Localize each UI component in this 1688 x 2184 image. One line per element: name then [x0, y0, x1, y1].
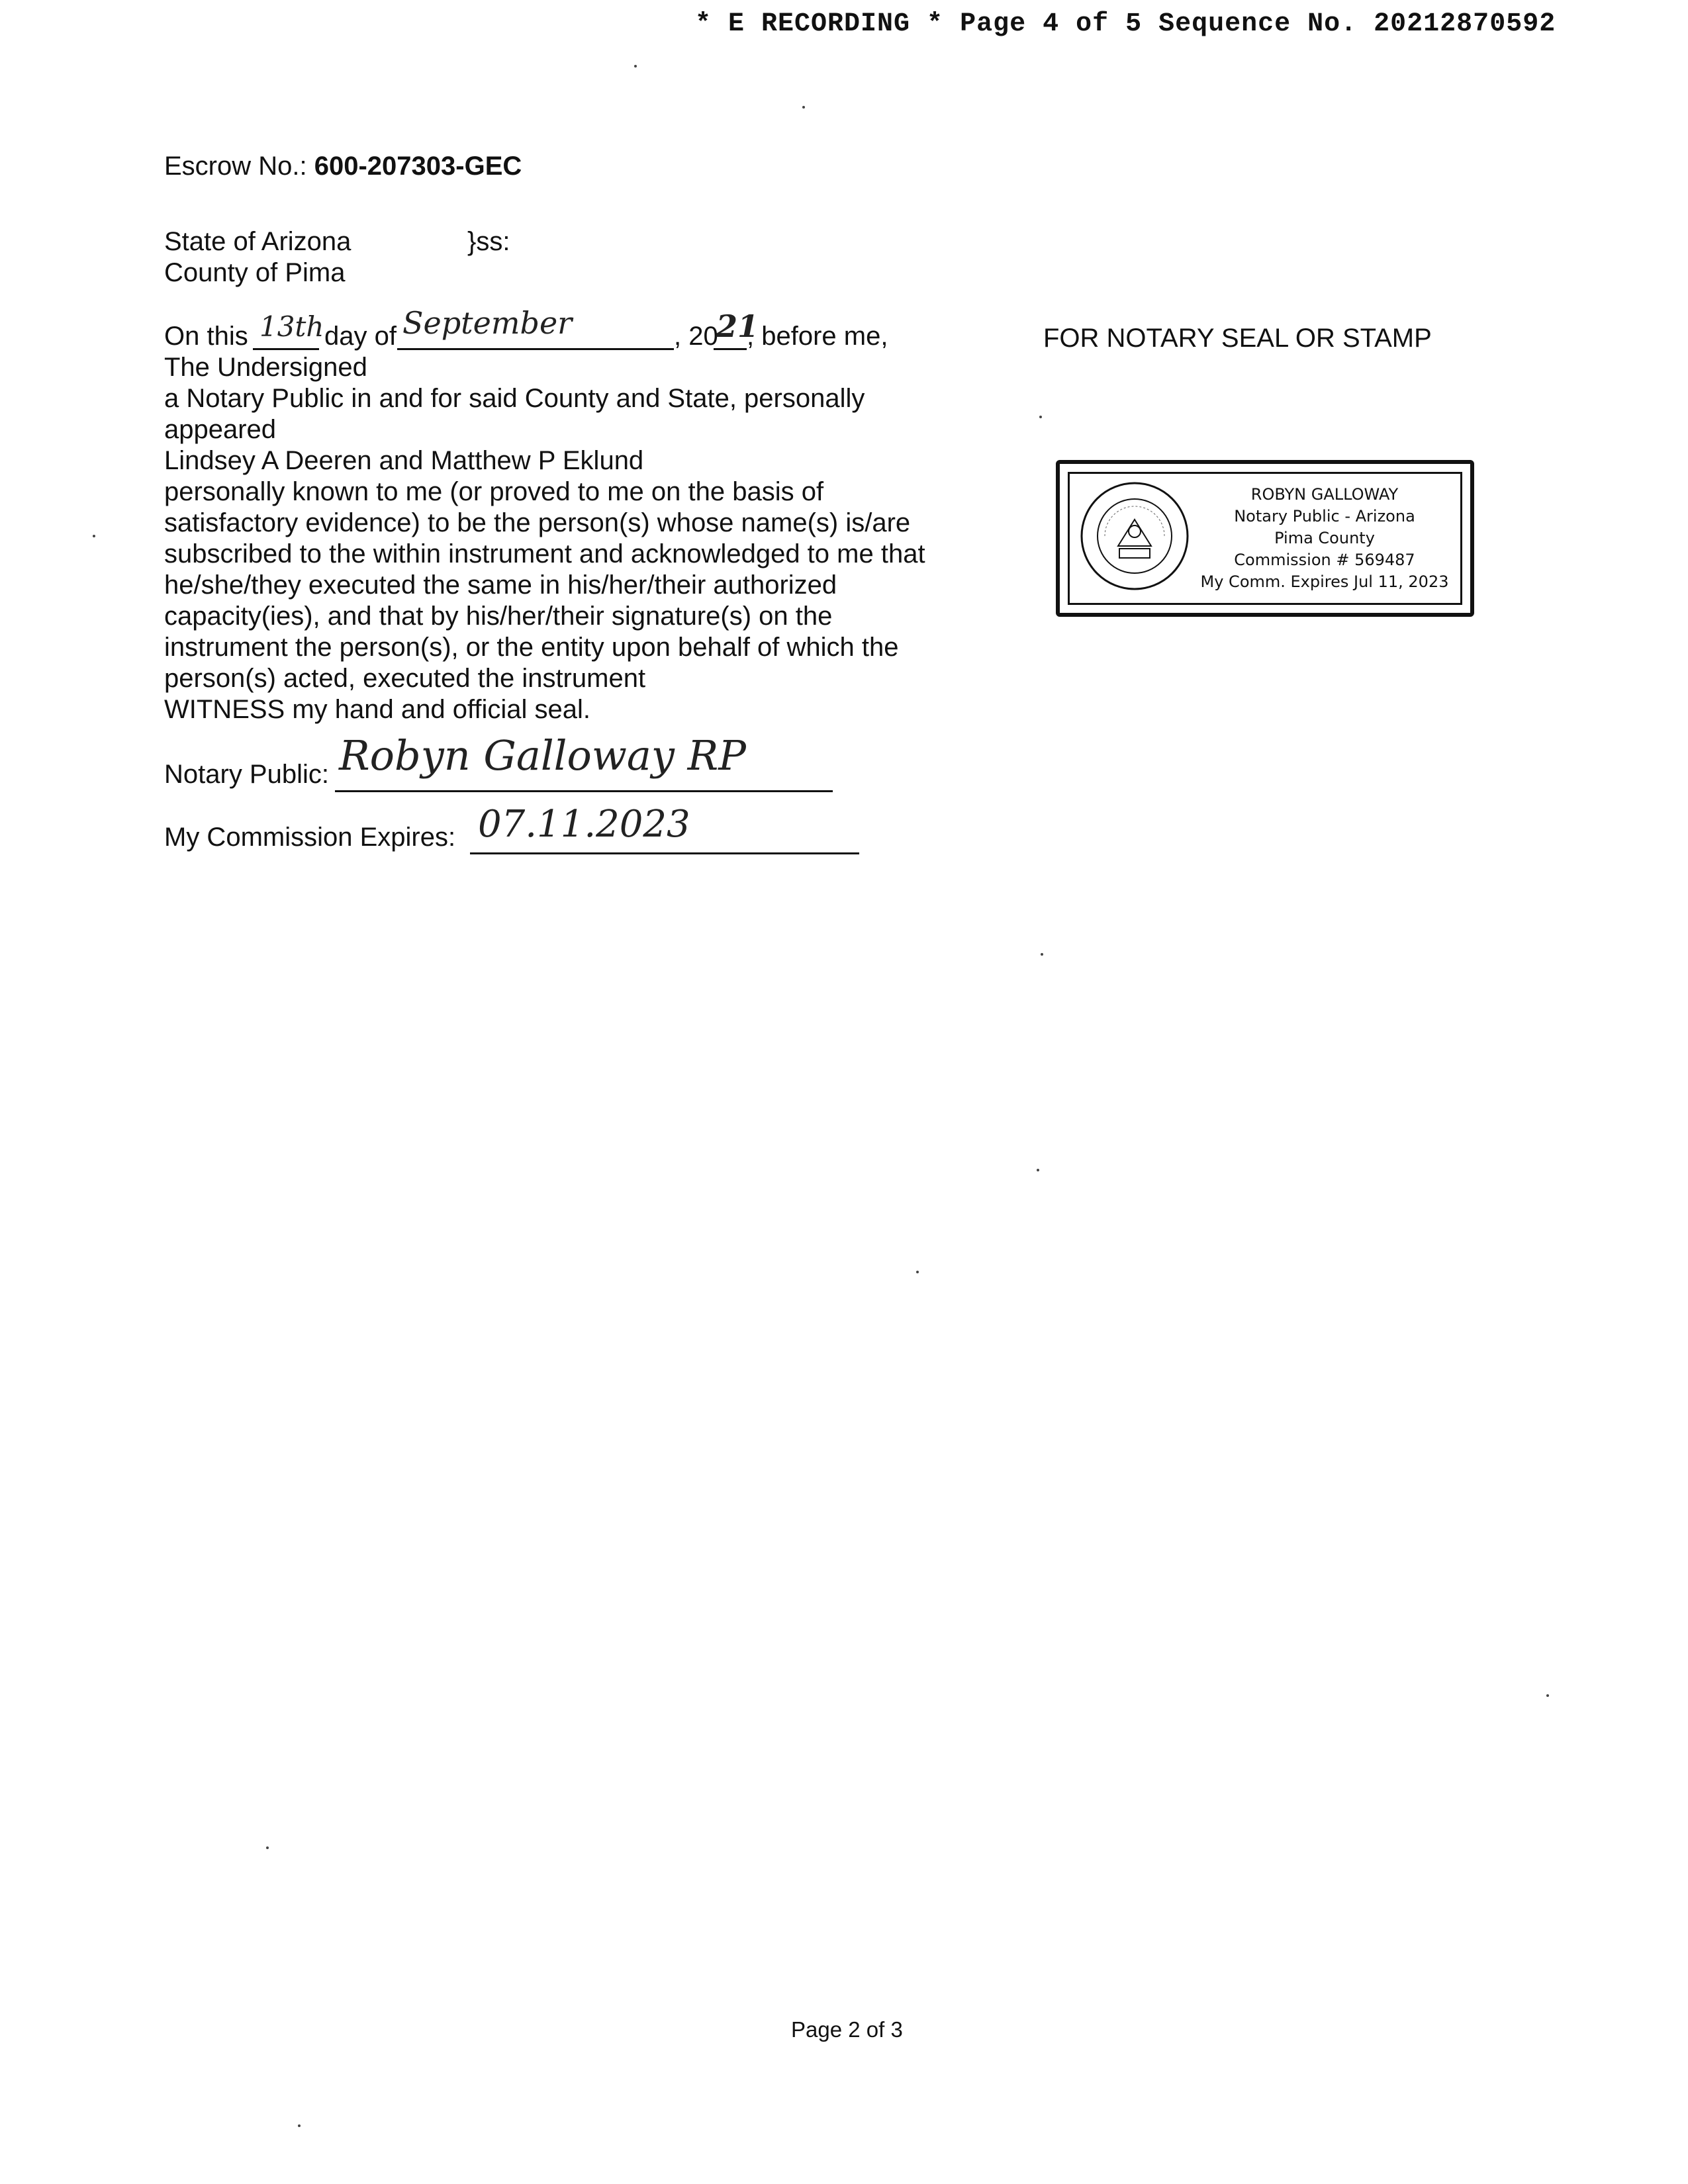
day-of-label: day of	[324, 322, 397, 351]
body-line: he/she/they executed the same in his/her/their authorized	[164, 570, 837, 600]
great-seal-icon	[1078, 480, 1191, 592]
stamp-county: Pima County	[1274, 529, 1375, 547]
year-prefix: , 20	[674, 322, 718, 351]
officer-line: The Undersigned	[164, 353, 367, 382]
notary-public-label: Notary Public:	[164, 760, 329, 789]
seal-area-label: FOR NOTARY SEAL OR STAMP	[1043, 324, 1432, 353]
scan-speck	[634, 65, 637, 68]
scan-speck	[916, 1271, 919, 1273]
notary-stamp	[1056, 460, 1474, 617]
notary-signature: Robyn Galloway RP	[339, 731, 747, 780]
body-line: instrument the person(s), or the entity upon behalf of which the	[164, 633, 899, 662]
scan-speck	[298, 2124, 301, 2127]
notary-line-2: appeared	[164, 415, 277, 444]
handwritten-month: September	[402, 305, 573, 341]
scan-speck	[93, 535, 95, 537]
venue-state: State of Arizona	[164, 227, 352, 256]
scan-speck	[1039, 416, 1042, 418]
scan-speck	[266, 1846, 269, 1849]
stamp-name: ROBYN GALLOWAY	[1250, 485, 1399, 504]
stamp-title: Notary Public - Arizona	[1234, 507, 1415, 525]
signers-line: Lindsey A Deeren and Matthew P Eklund	[164, 446, 644, 475]
handwritten-expiry-date: 07.11.2023	[478, 803, 690, 846]
body-line: person(s) acted, executed the instrument	[164, 664, 646, 693]
venue-ss: }ss:	[467, 227, 510, 256]
stamp-commission: Commission # 569487	[1234, 551, 1415, 569]
body-line: capacity(ies), and that by his/her/their signature(s) on the	[164, 602, 833, 631]
escrow-number: 600-207303-GEC	[314, 152, 522, 181]
expiry-underline	[470, 852, 859, 854]
stamp-text-block	[1192, 484, 1457, 593]
venue-county: County of Pima	[164, 258, 346, 287]
commission-expires-label: My Commission Expires:	[164, 823, 456, 852]
page-footer: Page 2 of 3	[791, 2017, 903, 2042]
scan-speck	[1546, 1694, 1549, 1697]
body-line: WITNESS my hand and official seal.	[164, 695, 590, 724]
handwritten-day: 13th	[259, 310, 324, 343]
scan-speck	[1041, 953, 1043, 956]
year-underline	[714, 348, 747, 350]
handwritten-year: 21	[716, 308, 759, 344]
body-line: subscribed to the within instrument and acknowledged to me that	[164, 539, 925, 569]
stamp-expires: My Comm. Expires Jul 11, 2023	[1200, 572, 1449, 591]
acknowledgment-body	[164, 477, 925, 725]
body-line: satisfactory evidence) to be the person(s) whose name(s) is/are	[164, 508, 911, 537]
scan-speck	[1037, 1169, 1039, 1171]
before-me-label: , before me,	[747, 322, 888, 351]
escrow-line	[164, 151, 522, 182]
escrow-label: Escrow No.:	[164, 152, 307, 181]
month-underline	[397, 348, 674, 350]
recording-header: * E RECORDING * Page 4 of 5 Sequence No. 20212870592	[695, 9, 1556, 39]
body-line: personally known to me (or proved to me on the basis of	[164, 477, 824, 506]
scan-speck	[802, 106, 805, 109]
notary-line-1: a Notary Public in and for said County and State, personally	[164, 384, 865, 413]
on-this-label: On this	[164, 322, 248, 351]
signature-underline	[335, 790, 833, 792]
day-underline	[253, 348, 319, 350]
